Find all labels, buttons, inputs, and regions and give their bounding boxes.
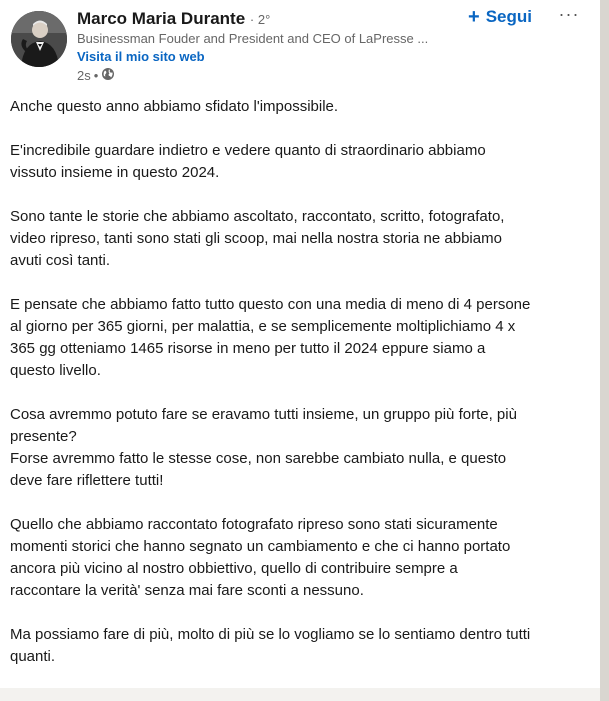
- author-name[interactable]: Marco Maria Durante: [77, 9, 246, 28]
- post-line: questo livello.: [10, 362, 101, 379]
- post-line: video ripreso, tanti sono stati gli scoop, mai nella nostra storia ne abbiamo: [10, 230, 502, 247]
- avatar-photo: [11, 11, 67, 67]
- post-paragraph: [10, 624, 590, 668]
- post-text: [10, 96, 590, 690]
- post-line: Ma possiamo fare di più, molto di più se lo vogliamo se lo sentiamo dentro tutti: [10, 626, 531, 643]
- post-line: avuti così tanti.: [10, 252, 111, 269]
- post-line: Anche questo anno abbiamo sfidato l'impossibile.: [10, 98, 339, 115]
- post-meta: [77, 67, 115, 84]
- post-line: Quello che abbiamo raccontato fotografato ripreso sono stati sicuramente: [10, 516, 498, 533]
- follow-button[interactable]: [468, 7, 532, 27]
- post-header: [0, 0, 600, 90]
- page-background-edge: [600, 0, 609, 701]
- author-name-line: [77, 9, 270, 29]
- post-paragraph: [10, 140, 590, 184]
- post-paragraph: [10, 96, 590, 118]
- post-paragraph: [10, 404, 590, 492]
- post-time: 2s: [77, 68, 91, 83]
- author-headline: Businessman Fouder and President and CEO of LaPresse ...: [77, 31, 429, 46]
- post-line: 365 gg otteniamo 1465 risorse in meno per tutto il 2024 eppure siamo a: [10, 340, 486, 357]
- post-paragraph: [10, 294, 590, 382]
- post-paragraph: [10, 514, 590, 602]
- feed-background: [0, 688, 600, 701]
- post-line: Forse avremmo fatto le stesse cose, non sarebbe cambiato nulla, e questo: [10, 450, 507, 467]
- post-line: deve fare riflettere tutti!: [10, 472, 164, 489]
- meta-separator: •: [93, 68, 99, 83]
- ellipsis-icon: ···: [558, 4, 580, 24]
- post-paragraph: [10, 206, 590, 272]
- post-line: al giorno per 365 giorni, per malattia, e se semplicemente moltiplichiamo 4 x: [10, 318, 516, 335]
- website-link[interactable]: Visita il mio sito web: [77, 49, 205, 64]
- post-line: ancora più vicino al nostro obbiettivo, quello di contribuire sempre a: [10, 560, 458, 577]
- post-line: vissuto insieme in questo 2024.: [10, 164, 220, 181]
- post-line: momenti storici che hanno segnato un cambiamento e che ci hanno portato: [10, 538, 511, 555]
- follow-label: Segui: [485, 7, 532, 26]
- author-avatar[interactable]: [11, 11, 67, 67]
- plus-icon: +: [468, 6, 480, 28]
- post-line: raccontare la verità' senza mai fare sconti a nessuno.: [10, 582, 364, 599]
- post-line: Cosa avremmo potuto fare se eravamo tutti insieme, un gruppo più forte, più: [10, 406, 517, 423]
- post-line: E pensate che abbiamo fatto tutto questo con una media di meno di 4 persone: [10, 296, 531, 313]
- more-options-button[interactable]: [556, 4, 582, 26]
- connection-degree: · 2°: [249, 12, 271, 27]
- post-line: Sono tante le storie che abbiamo ascoltato, raccontato, scritto, fotografato,: [10, 208, 505, 225]
- post-line: E'incredibile guardare indietro e vedere quanto di straordinario abbiamo: [10, 142, 486, 159]
- post-line: quanti.: [10, 648, 56, 665]
- globe-icon: [101, 67, 115, 84]
- post-line: presente?: [10, 428, 77, 445]
